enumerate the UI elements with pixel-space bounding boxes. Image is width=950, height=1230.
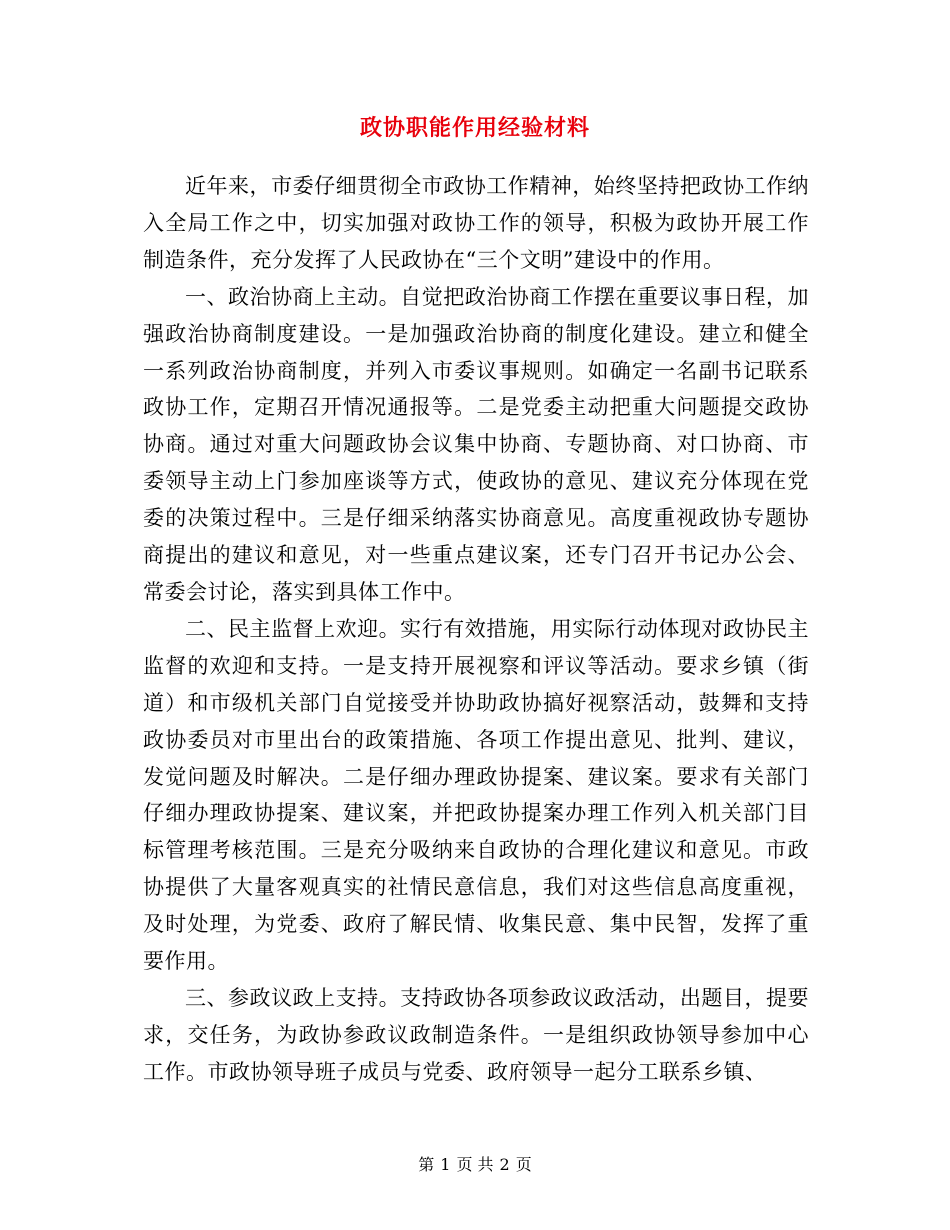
paragraph-intro: 近年来，市委仔细贯彻全市政协工作精神，始终坚持把政协工作纳入全局工作之中，切实加强对政协工作的领导，积极为政协开展工作制造条件，充分发挥了人民政协在“三个文明”建设中的作用。: [143, 174, 809, 272]
footer-middle: 页 共: [456, 1155, 494, 1174]
document-title: 政协职能作用经验材料: [359, 115, 590, 141]
footer-total-pages: 2: [499, 1155, 510, 1174]
paragraph-political-consultation: 一、政治协商上主动。自觉把政治协商工作摆在重要议事日程，加强政治协商制度建设。一是加强政治协商的制度化建设。建立和健全一系列政治协商制度，并列入市委议事规则。如确定一名副书记联系政协工作，定期召开情况通报等。二是党委主动把重大问题提交政协协商。通过对重大问题政协会议集中协商、专题协商、对口协商、市委领导主动上门参加座谈等方式，使政协的意见、建议充分体现在党委的决策过程中。三是仔细采纳落实协商意见。高度重视政协专题协商提出的建议和意见，对一些重点建议案，还专门召开书记办公会、常委会讨论，落实到具体工作中。: [143, 284, 809, 604]
footer-suffix: 页: [515, 1155, 532, 1174]
footer-current-page: 1: [440, 1155, 451, 1174]
page-footer: [0, 1153, 950, 1177]
footer-prefix: 第: [418, 1155, 435, 1174]
paragraph-democratic-supervision: 二、民主监督上欢迎。实行有效措施，用实际行动体现对政协民主监督的欢迎和支持。一是支持开展视察和评议等活动。要求乡镇（街道）和市级机关部门自觉接受并协助政协搞好视察活动，鼓舞和支持政协委员对市里出台的政策措施、各项工作提出意见、批判、建议，发觉问题及时解决。二是仔细办理政协提案、建议案。要求有关部门仔细办理政协提案、建议案，并把政协提案办理工作列入机关部门目标管理考核范围。三是充分吸纳来自政协的合理化建议和意见。市政协提供了大量客观真实的社情民意信息，我们对这些信息高度重视，及时处理，为党委、政府了解民情、收集民意、集中民智，发挥了重要作用。: [143, 616, 809, 974]
paragraph-participation: 三、参政议政上支持。支持政协各项参政议政活动，出题目，提要求，交任务，为政协参政议政制造条件。一是组织政协领导参加中心工作。市政协领导班子成员与党委、政府领导一起分工联系乡镇、: [143, 985, 809, 1084]
document-body: [143, 168, 809, 1091]
